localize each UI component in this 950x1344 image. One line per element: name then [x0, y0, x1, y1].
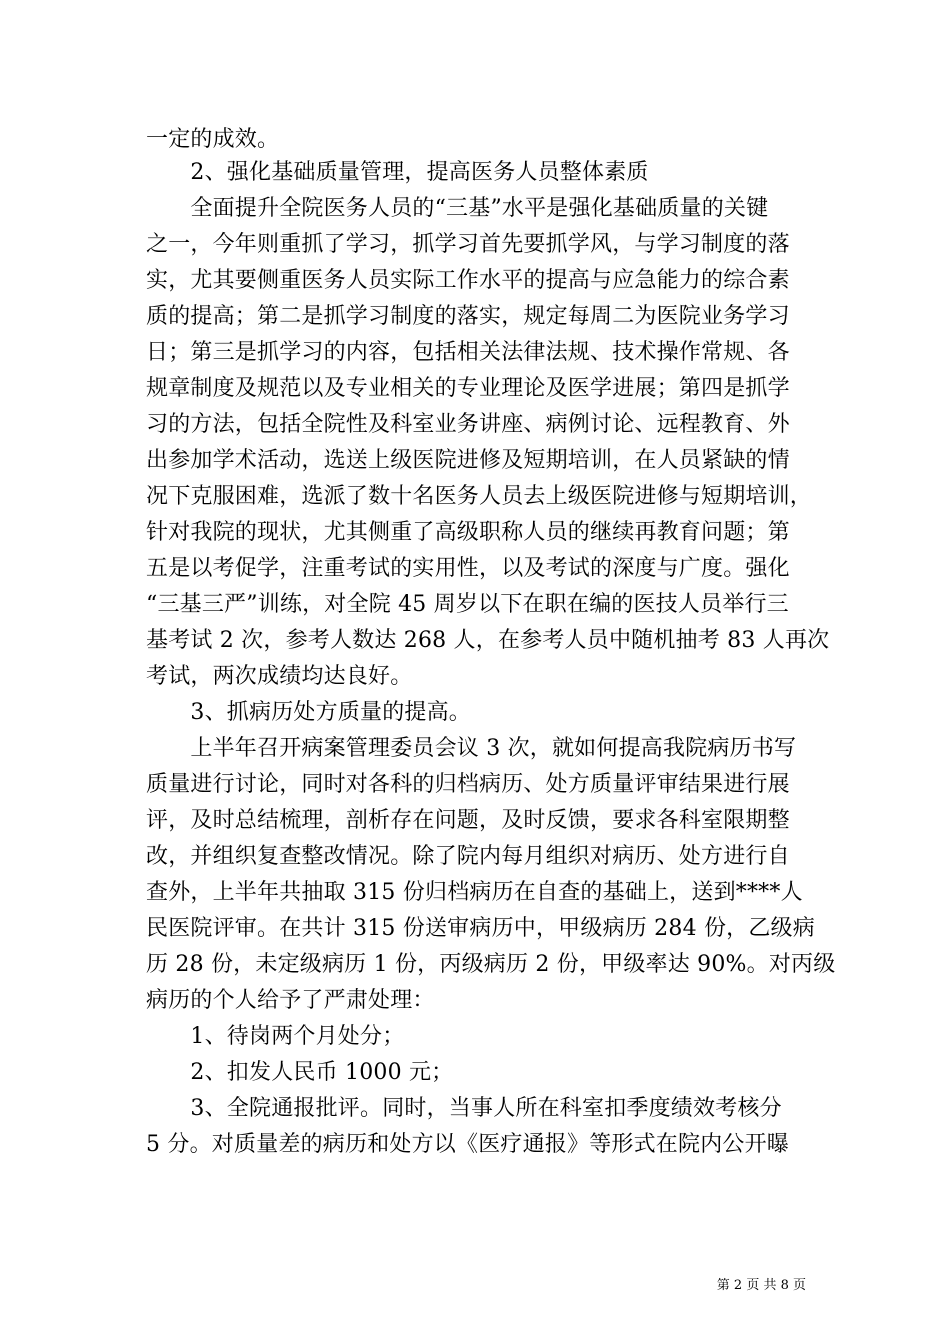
text-line: 基考试 2 次，参考人数达 268 人，在参考人员中随机抽考 83 人再次: [146, 628, 830, 653]
text-line: “三基三严”训练，对全院 45 周岁以下在职在编的医技人员举行三: [146, 592, 789, 617]
text-line: 日；第三是抓学习的内容，包括相关法律法规、技术操作常规、各: [146, 340, 790, 365]
text-line: 针对我院的现状，尤其侧重了高级职称人员的继续再教育问题；第: [146, 520, 790, 545]
text-line: 病历的个人给予了严肃处理：: [146, 988, 435, 1013]
section-heading: 3、抓病历处方质量的提高。: [146, 700, 471, 725]
text-line: 查外，上半年共抽取 315 份归档病历在自查的基础上，送到****人: [146, 880, 803, 905]
text-line: 质量进行讨论，同时对各科的归档病历、处方质量评审结果进行展: [146, 772, 790, 797]
text-line: 出参加学术活动，选送上级医院进修及短期培训，在人员紧缺的情: [146, 448, 790, 473]
text-line: 规章制度及规范以及专业相关的专业理论及医学进展；第四是抓学: [146, 376, 790, 401]
text-line: 评，及时总结梳理，剖析存在问题，及时反馈，要求各科室限期整: [146, 808, 790, 833]
text-line: 之一，今年则重抓了学习，抓学习首先要抓学风，与学习制度的落: [146, 232, 790, 257]
text-line: 上半年召开病案管理委员会议 3 次，就如何提高我院病历书写: [146, 736, 797, 761]
text-line: 一定的成效。: [146, 127, 280, 152]
text-line: 历 28 份，未定级病历 1 份，丙级病历 2 份，甲级率达 90%。对丙级: [146, 952, 836, 977]
text-line: 民医院评审。在共计 315 份送审病历中，甲级病历 284 份，乙级病: [146, 916, 815, 941]
section-heading: 2、强化基础质量管理，提高医务人员整体素质: [146, 160, 649, 185]
text-line: 质的提高；第二是抓学习制度的落实，规定每周二为医院业务学习: [146, 304, 790, 329]
page-number: 第 2 页 共 8 页: [716, 1278, 806, 1293]
text-line: 改，并组织复查整改情况。除了院内每月组织对病历、处方进行自: [146, 844, 790, 869]
list-item: 3、全院通报批评。同时，当事人所在科室扣季度绩效考核分: [146, 1096, 782, 1121]
text-line: 考试，两次成绩均达良好。: [146, 664, 413, 689]
list-item: 1、待岗两个月处分；: [146, 1024, 405, 1049]
text-line: 五是以考促学，注重考试的实用性，以及考试的深度与广度。强化: [146, 556, 790, 581]
text-line: 况下克服困难，选派了数十名医务人员去上级医院进修与短期培训，: [146, 484, 813, 509]
text-line: 全面提升全院医务人员的“三基”水平是强化基础质量的关键: [146, 196, 769, 221]
list-item: 2、扣发人民币 1000 元；: [146, 1060, 454, 1085]
text-line: 实，尤其要侧重医务人员实际工作水平的提高与应急能力的综合素: [146, 268, 790, 293]
text-line: 5 分。对质量差的病历和处方以《医疗通报》等形式在院内公开曝: [146, 1132, 789, 1157]
text-line: 习的方法，包括全院性及科室业务讲座、病例讨论、远程教育、外: [146, 412, 790, 437]
